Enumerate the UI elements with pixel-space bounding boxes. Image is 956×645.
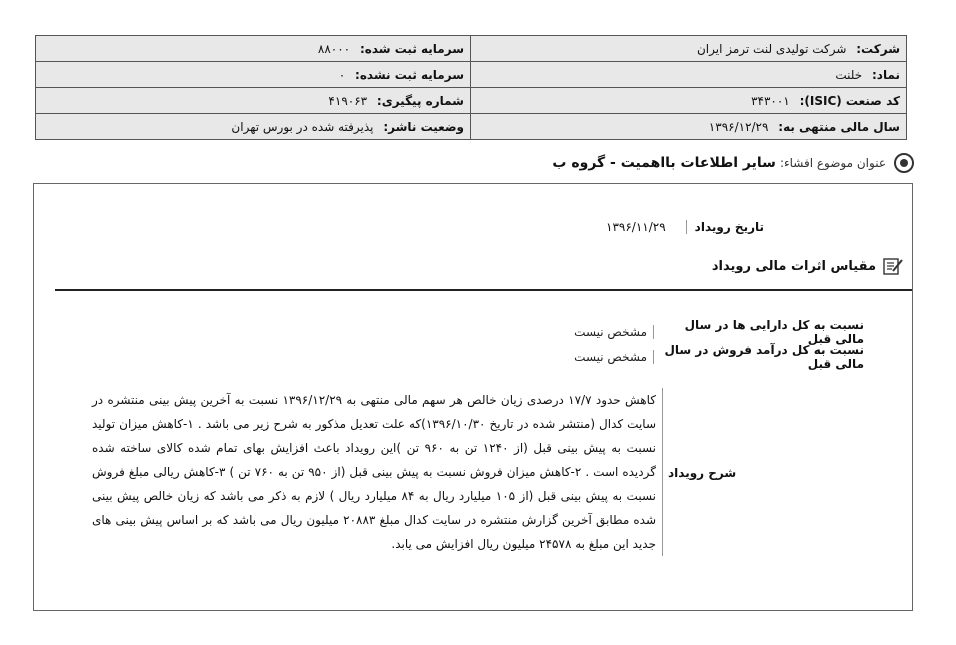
tracking-cell	[36, 88, 471, 114]
disclosure-subject	[552, 153, 914, 173]
publisher-label: وضعیت ناشر:	[383, 119, 464, 134]
publisher-cell	[36, 114, 471, 140]
event-description-label: شرح رویداد	[668, 466, 737, 480]
edit-note-icon	[882, 256, 904, 276]
tracking-value: ۴۱۹۰۶۳	[328, 93, 368, 108]
company-label: شرکت:	[856, 41, 900, 56]
section-divider	[55, 289, 912, 291]
subject-title: سایر اطلاعات بااهمیت - گروه ب	[552, 155, 776, 171]
target-icon	[894, 153, 914, 173]
isic-value: ۳۴۳۰۰۱	[751, 93, 790, 108]
event-date-value: ۱۳۹۶/۱۱/۲۹	[606, 220, 666, 234]
assets-ratio-label: نسبت به کل دارایی ها در سال مالی قبل	[684, 318, 864, 346]
sales-ratio-label: نسبت به کل درآمد فروش در سال مالی قبل	[664, 343, 864, 371]
capital-registered-value: ۸۸۰۰۰	[317, 41, 351, 56]
isic-label: کد صنعت (ISIC):	[799, 93, 900, 108]
info-row-1	[36, 36, 907, 62]
capital-unregistered-cell	[36, 62, 471, 88]
company-info-table	[35, 35, 907, 140]
fiscal-cell	[471, 114, 907, 140]
company-value: شرکت تولیدی لنت ترمز ایران	[696, 41, 847, 56]
tracking-label: شماره پیگیری:	[376, 93, 464, 108]
company-cell	[471, 36, 907, 62]
capital-registered-cell	[36, 36, 471, 62]
assets-ratio-value: مشخص نیست	[574, 325, 654, 339]
info-row-3	[36, 88, 907, 114]
fiscal-label: سال مالی منتهی به:	[778, 119, 900, 134]
capital-registered-label: سرمایه ثبت شده:	[359, 41, 464, 56]
sales-ratio-row	[574, 343, 864, 371]
fiscal-value: ۱۳۹۶/۱۲/۲۹	[708, 119, 769, 134]
symbol-cell	[471, 62, 907, 88]
symbol-label: نماد:	[871, 67, 900, 82]
event-description-text: کاهش حدود ۱۷/۷ درصدی زیان خالص هر سهم مالی منتهی به ۱۳۹۶/۱۲/۲۹ نسبت به آخرین پیش بینی منتشره در سایت کدال (منتشر شده در تاریخ ۱۳۹۶/۱۰/۳۰)که علت تعدیل مذکور به شرح زیر می باشد . ۱-کاهش میزان تولید نسبت به پیش بینی قبل (از ۱۲۴۰ تن به ۹۶۰ تن )این رویداد باعث افزایش بهای تمام شده کالای ساخته شده گردیده است . ۲-کاهش میزان فروش نسبت به پیش بینی قبل (از ۹۵۰ تن به ۷۶۰ تن ) ۳-کاهش ریالی مبلغ فروش نسبت به پیش بینی قبل (از ۱۰۵ میلیارد ریال به ۸۴ میلیارد ریال ) لازم به ذکر می باشد که زیان خالص پیش بینی شده مطابق آخرین گزارش منتشره در سایت کدال مبلغ ۲۰۸۸۳ میلیون ریال می باشد که بر اساس پیش بینی های جدید این مبلغ به ۲۴۵۷۸ میلیون ریال افزایش می یابد.	[92, 388, 663, 556]
event-date-label: تاریخ رویداد	[686, 220, 764, 234]
subject-lead: عنوان موضوع افشاء:	[779, 156, 886, 170]
publisher-value: پذیرفته شده در بورس تهران	[231, 119, 374, 134]
info-row-4	[36, 114, 907, 140]
event-date-row	[606, 220, 764, 234]
info-row-2	[36, 62, 907, 88]
capital-unregistered-value: ۰	[338, 67, 346, 82]
isic-cell	[471, 88, 907, 114]
impact-title: مقیاس اثرات مالی رویداد	[711, 258, 876, 274]
sales-ratio-value: مشخص نیست	[574, 350, 654, 364]
assets-ratio-row	[574, 318, 864, 346]
impact-section-title	[712, 256, 904, 276]
capital-unregistered-label: سرمایه ثبت نشده:	[355, 67, 464, 82]
symbol-value: خلنت	[835, 67, 863, 82]
